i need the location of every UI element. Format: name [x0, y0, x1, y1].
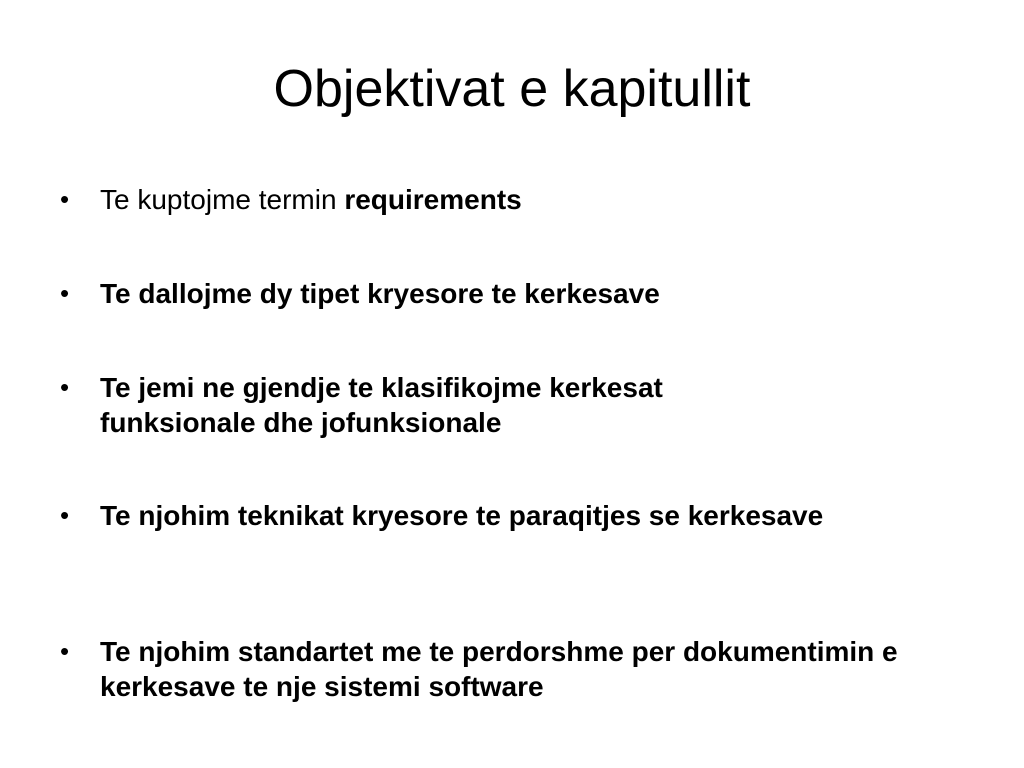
- bullet-text: Te dallojme dy tipet kryesore te kerkesave: [100, 278, 660, 309]
- bullet-dot-icon: •: [60, 372, 70, 402]
- slide-title: Objektivat e kapitullit: [273, 60, 751, 118]
- bullet-item: [60, 276, 980, 311]
- bullet-item: [60, 634, 980, 704]
- bullet-dot-icon: •: [60, 636, 70, 666]
- bullet-item: [60, 182, 980, 217]
- bullet-text: Te njohim standartet me te perdorshme per dokumentimin e kerkesave te nje sistemi software: [100, 636, 898, 702]
- bullet-dot-icon: •: [60, 184, 70, 214]
- bullet-text: Te jemi ne gjendje te klasifikojme kerkesat funksionale dhe jofunksionale: [100, 372, 663, 438]
- bullet-dot-icon: •: [60, 278, 70, 308]
- bullet-item: [60, 370, 980, 440]
- bullet-text: [100, 182, 980, 217]
- bullet-dot-icon: •: [60, 500, 70, 530]
- bullet-emphasis-text: requirements: [344, 184, 522, 215]
- bullet-text: Te njohim teknikat kryesore te paraqitjes se kerkesave: [100, 500, 824, 531]
- bullet-item: [60, 498, 980, 533]
- bullet-lead-text: Te kuptojme termin: [100, 184, 345, 215]
